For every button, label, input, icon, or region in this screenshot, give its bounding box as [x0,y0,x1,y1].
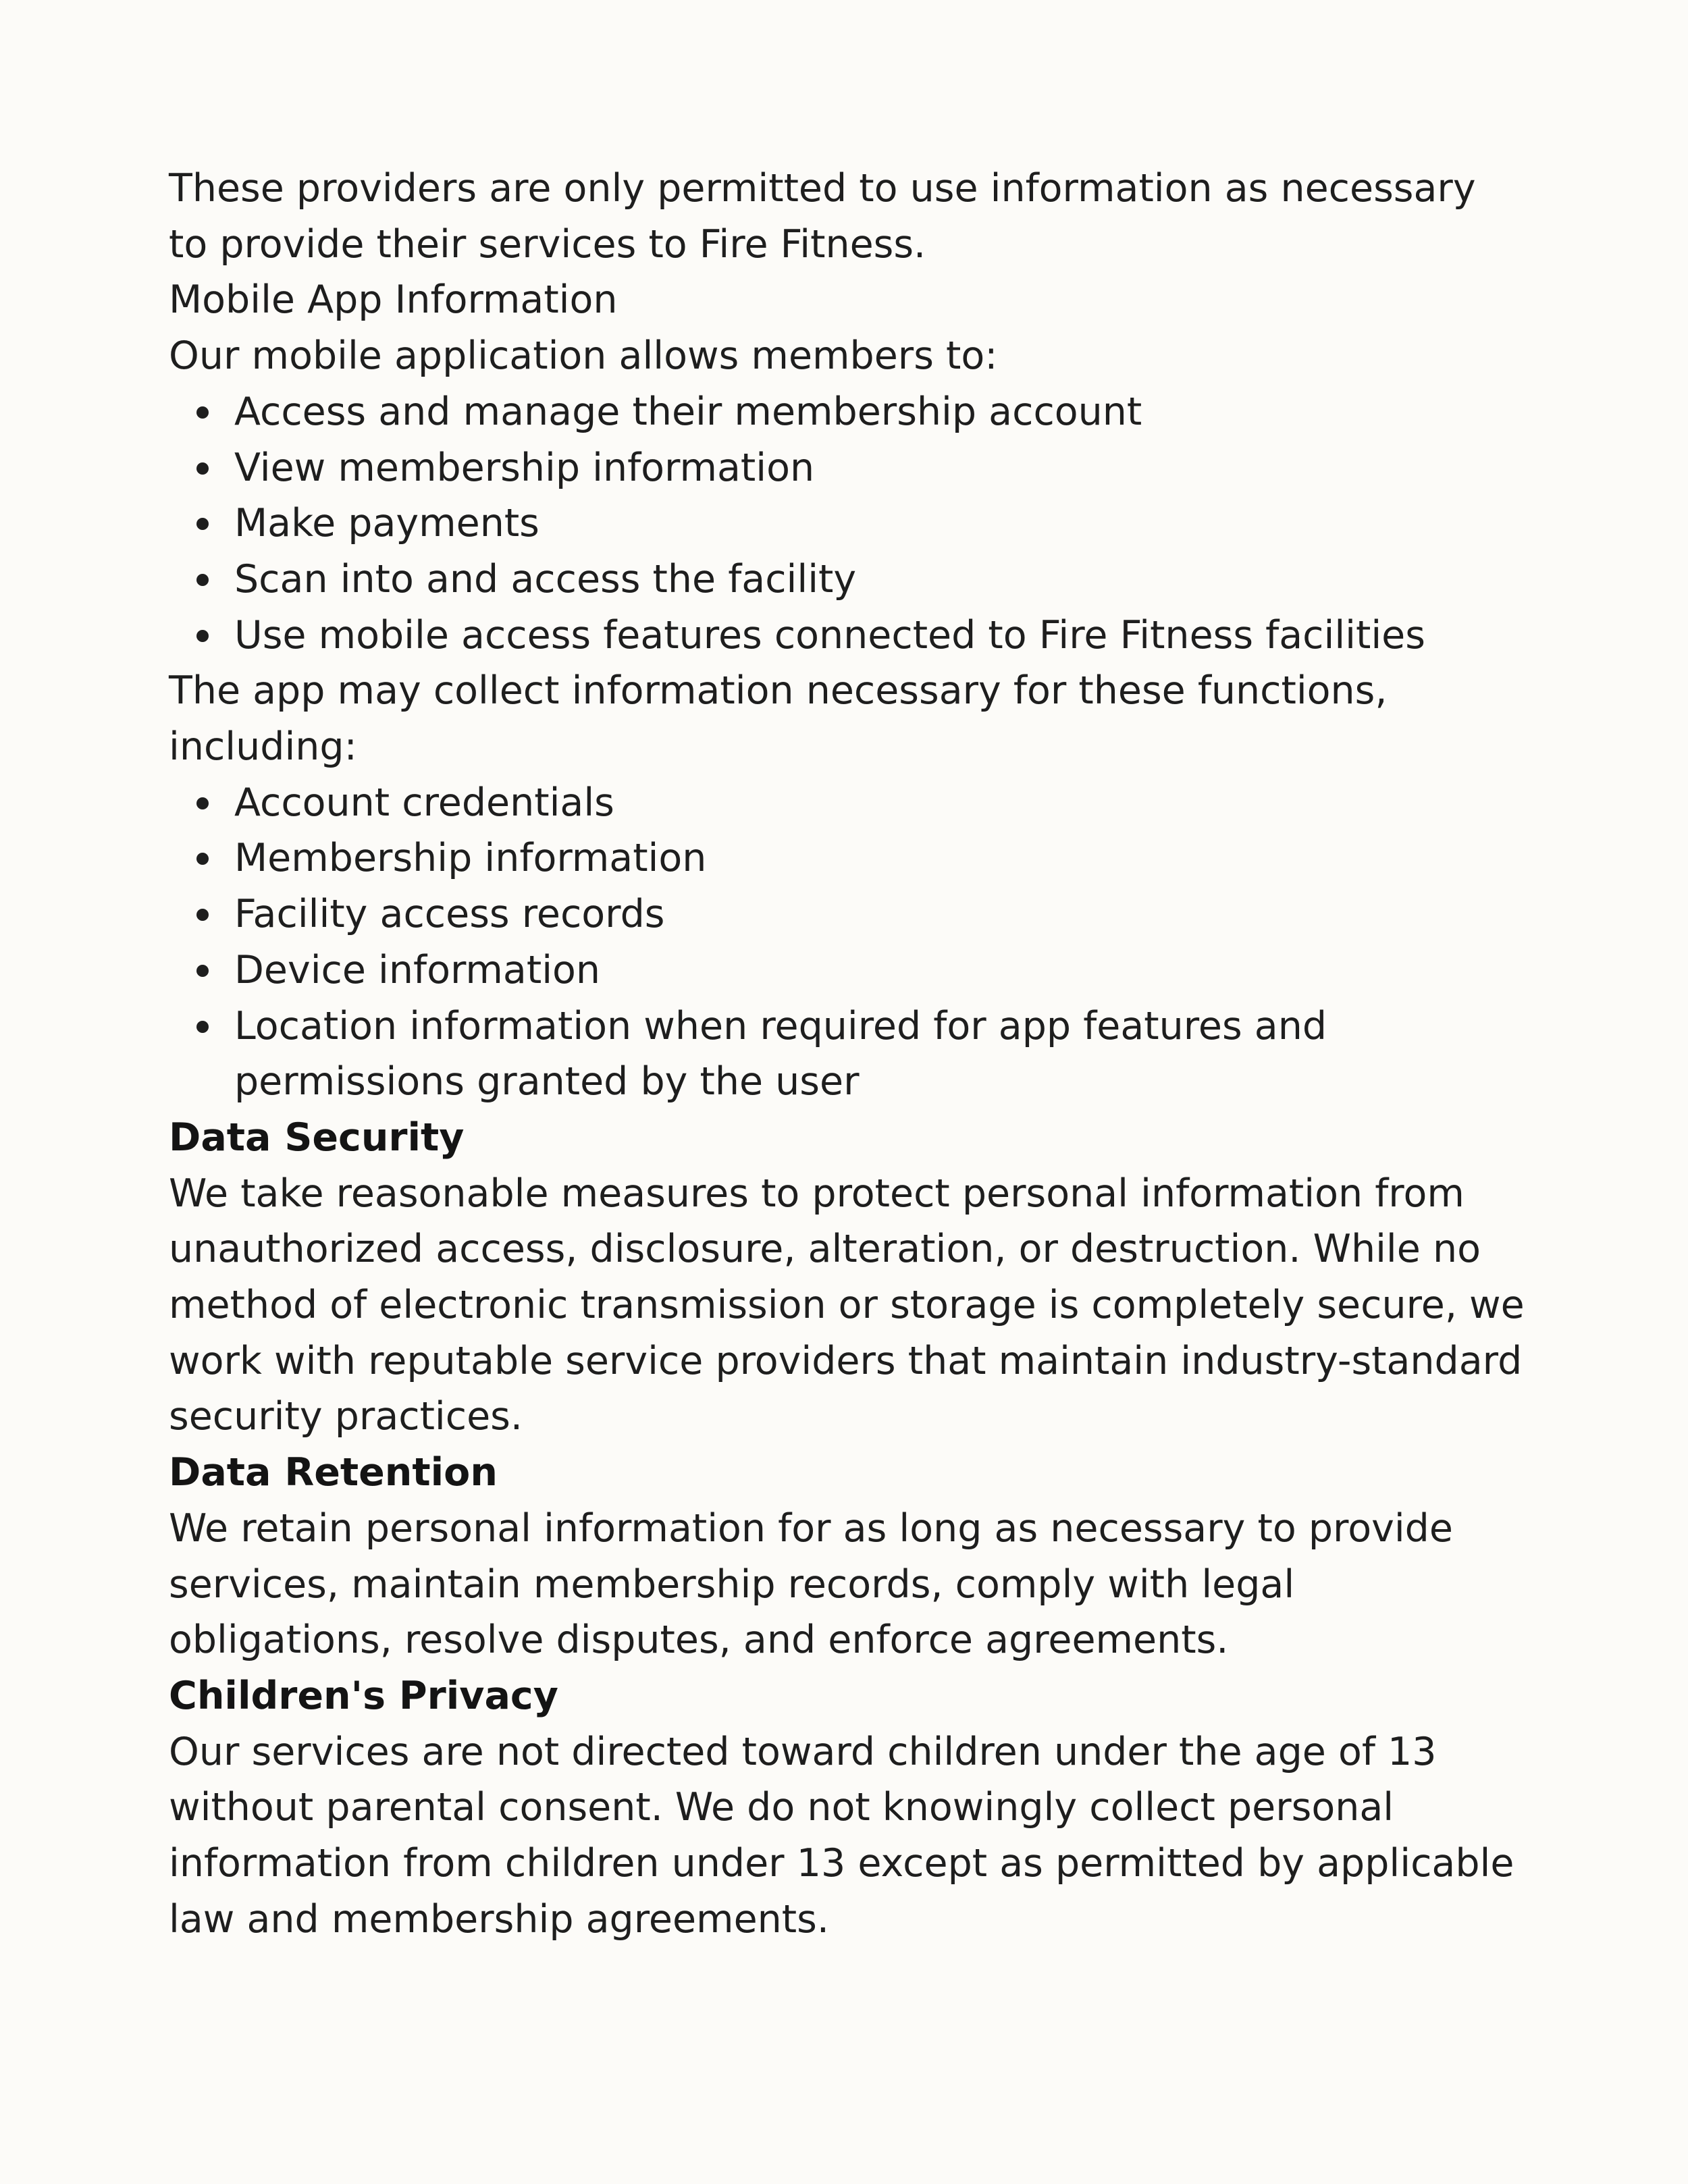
list-item-text: Use mobile access features connected to Fire Fitness facilities [234,612,1425,658]
bullet-icon [196,965,209,977]
childrens-privacy-heading: Children's Privacy [169,1673,558,1718]
list-item [234,886,1526,942]
list-item [234,552,1526,608]
childrens-privacy-text: Our services are not directed toward children under the age of 13 without parental consent. We do not knowingly collect personal information from children under 13 except as permitted by applicable law and membership agreements. [169,1729,1514,1942]
list-item [234,608,1526,664]
list-item-text: View membership information [234,445,815,490]
intro-paragraph: These providers are only permitted to use information as necessary to provide their services to Fire Fitness. [169,166,1476,267]
bullet-icon [196,574,209,586]
list-item [234,440,1526,496]
collection-lead: The app may collect information necessary for these functions, including: [169,668,1388,770]
list-item-text: Membership information [234,836,707,881]
bullet-icon [196,406,209,419]
list-item [234,496,1526,552]
list-item [234,830,1526,886]
list-item-text: Device information [234,947,601,992]
list-item [234,998,1526,1110]
list-item [234,775,1526,831]
list-item [234,384,1526,440]
bullet-icon [196,853,209,865]
bullet-icon [196,797,209,809]
data-security-heading: Data Security [169,1115,465,1160]
bullet-icon [196,909,209,921]
bullet-icon [196,1021,209,1033]
mobile-app-heading: Mobile App Information [169,277,618,323]
mobile-app-feature-list [169,384,1526,664]
data-security-text: We take reasonable measures to protect personal information from unauthorized access, disclosure, alteration, or destruction. While no method of electronic transmission or storage is completely secure, we work with reputable service providers that maintain industry-standard security practices. [169,1171,1525,1439]
document-page [169,161,1526,1948]
list-item [234,942,1526,998]
collected-items-list [169,775,1526,1110]
bullet-icon [196,630,209,642]
data-retention-heading: Data Retention [169,1450,498,1495]
bullet-icon [196,462,209,475]
list-item-text: Account credentials [234,780,614,825]
mobile-app-lead: Our mobile application allows members to: [169,334,998,379]
list-item-text: Make payments [234,501,539,546]
list-item-text: Location information when required for app features and permissions granted by the user [234,1003,1327,1104]
bullet-icon [196,518,209,530]
list-item-text: Scan into and access the facility [234,556,857,602]
list-item-text: Facility access records [234,892,665,937]
list-item-text: Access and manage their membership account [234,389,1142,434]
data-retention-text: We retain personal information for as long as necessary to provide services, maintain membership records, comply with legal obligations, resolve disputes, and enforce agreements. [169,1506,1453,1663]
